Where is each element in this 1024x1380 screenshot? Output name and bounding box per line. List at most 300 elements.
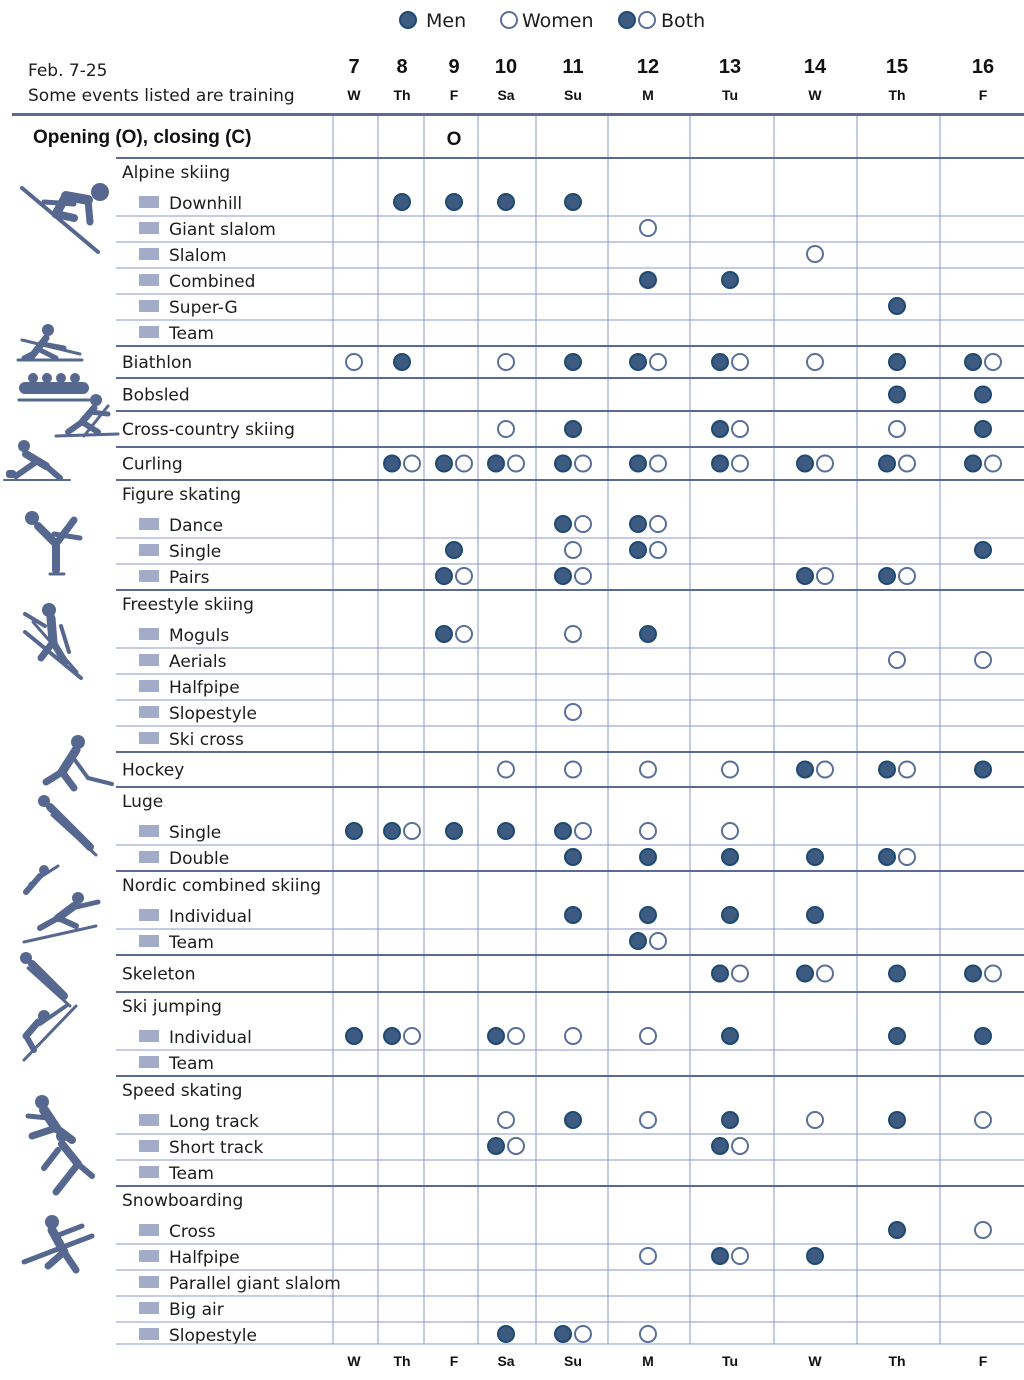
nordic-combined-icon-part — [40, 918, 58, 928]
speed-skating-icon-part — [44, 1150, 58, 1168]
sport-nordic-combined-skiing-label: Nordic combined skiing — [122, 876, 322, 896]
sport-hockey-marker — [722, 762, 738, 778]
bobsled-icon-part — [42, 373, 52, 383]
sport-luge-event-marker — [640, 823, 656, 839]
opening-marker: O — [446, 129, 462, 150]
sport-snowboarding-event-marker — [889, 1222, 905, 1238]
curling-icon-part — [16, 462, 36, 476]
alpine-skiing-icon-part — [88, 200, 90, 222]
sport-speed-skating-event-marker — [565, 1112, 581, 1128]
sport-nordic-combined-skiing-event-marker — [722, 907, 738, 923]
alpine-skiing-icon-part — [56, 214, 74, 218]
sport-snowboarding-event-marker — [807, 1248, 823, 1264]
speed-skating-icon-part — [62, 1144, 78, 1164]
sport-biathlon-marker-men — [630, 354, 646, 370]
sport-curling-marker-women — [732, 456, 748, 472]
sport-freestyle-skiing-event-marker — [640, 626, 656, 642]
sport-biathlon-marker — [346, 354, 362, 370]
sport-snowboarding-event-marker — [640, 1326, 656, 1342]
weekday-top: F — [449, 87, 459, 103]
sport-alpine-skiing-label: Alpine skiing — [122, 163, 231, 183]
hockey-icon-part — [88, 778, 112, 784]
sport-freestyle-skiing-event-marker — [975, 652, 991, 668]
curling-icon — [4, 440, 70, 480]
nordic-combined-icon — [24, 865, 98, 942]
legend-men-label: Men — [426, 10, 467, 32]
weekday-bottom: M — [642, 1353, 654, 1369]
sport-freestyle-skiing-event-marker-men — [436, 626, 452, 642]
ski-jumping-icon — [24, 1006, 76, 1060]
skeleton-icon — [20, 952, 70, 1006]
sport-ski-jumping-event-marker-men — [384, 1028, 400, 1044]
sport-curling-marker-men — [436, 456, 452, 472]
sport-freestyle-skiing-event-marker-women — [456, 626, 472, 642]
weekday-bottom: Su — [564, 1353, 582, 1369]
sport-bobsled-marker — [889, 387, 905, 403]
weekday-top: Su — [564, 87, 582, 103]
weekday-bottom: Tu — [721, 1353, 739, 1369]
sport-figure-skating-event-marker — [565, 542, 581, 558]
sport-snowboarding-event-marker-women — [732, 1248, 748, 1264]
sport-snowboarding-event-marker — [975, 1222, 991, 1238]
sport-nordic-combined-skiing-event-marker — [565, 907, 581, 923]
sport-biathlon-marker-women — [650, 354, 666, 370]
event-label: Big air — [169, 1300, 224, 1320]
bobsled-icon-part — [19, 382, 89, 394]
sport-figure-skating-event-marker — [446, 542, 462, 558]
event-bullet — [139, 1302, 159, 1314]
sport-biathlon-label: Biathlon — [122, 353, 193, 373]
event-bullet — [139, 518, 159, 530]
sport-freestyle-skiing-label: Freestyle skiing — [122, 595, 254, 615]
sport-biathlon-marker — [394, 354, 410, 370]
event-bullet — [139, 680, 159, 692]
event-label: Single — [169, 823, 222, 843]
snowboarding-icon-part — [64, 1252, 76, 1270]
event-label: Individual — [169, 1028, 252, 1048]
day-number: 10 — [494, 56, 518, 78]
event-bullet — [139, 248, 159, 260]
event-label: Individual — [169, 907, 252, 927]
sport-hockey-marker — [565, 762, 581, 778]
speed-skating-icon-part — [32, 1128, 56, 1136]
sport-speed-skating-event-marker — [722, 1112, 738, 1128]
weekday-bottom: W — [347, 1353, 361, 1369]
sport-curling-marker-men — [712, 456, 728, 472]
sport-hockey-marker — [975, 762, 991, 778]
event-bullet — [139, 825, 159, 837]
sport-luge-event-marker-men — [555, 823, 571, 839]
biathlon-icon — [18, 324, 82, 360]
sport-hockey-marker-men — [797, 762, 813, 778]
sport-figure-skating-event-marker-women — [575, 568, 591, 584]
sport-alpine-skiing-event-marker — [889, 298, 905, 314]
sport-ski-jumping-event-marker — [975, 1028, 991, 1044]
sport-skeleton-marker-women — [985, 966, 1001, 982]
sport-luge-label: Luge — [122, 792, 164, 812]
sport-curling-marker-men — [488, 456, 504, 472]
bobsled-icon-part — [56, 373, 66, 383]
nordic-combined-icon-part — [24, 926, 96, 942]
event-bullet — [139, 1276, 159, 1288]
sport-speed-skating-event-marker — [807, 1112, 823, 1128]
event-bullet — [139, 1114, 159, 1126]
curling-icon-part — [18, 440, 30, 452]
ski-jumping-icon-part — [26, 1036, 34, 1050]
alpine-skiing-icon-part — [44, 202, 74, 204]
weekday-top: W — [808, 87, 822, 103]
event-bullet — [139, 654, 159, 666]
sport-cross-country-skiing-marker-men — [712, 421, 728, 437]
legend-both-marker-men — [619, 12, 635, 28]
day-number: 7 — [348, 56, 360, 78]
sport-ski-jumping-event-marker — [640, 1028, 656, 1044]
sport-luge-event-marker — [722, 823, 738, 839]
sport-speed-skating-label: Speed skating — [122, 1081, 243, 1101]
sport-alpine-skiing-event-marker — [394, 194, 410, 210]
event-bullet — [139, 544, 159, 556]
event-bullet — [139, 1328, 159, 1340]
sport-skeleton-label: Skeleton — [122, 964, 196, 985]
sport-speed-skating-event-marker-women — [732, 1138, 748, 1154]
luge-icon — [38, 795, 96, 855]
sport-bobsled-marker — [975, 387, 991, 403]
sport-curling-marker-men — [797, 456, 813, 472]
day-number: 8 — [396, 56, 408, 78]
sport-figure-skating-event-marker-women — [817, 568, 833, 584]
sport-speed-skating-event-marker — [498, 1112, 514, 1128]
sport-curling-marker-women — [899, 456, 915, 472]
event-label: Cross — [169, 1222, 216, 1242]
header-rule — [12, 113, 1024, 116]
event-bullet — [139, 909, 159, 921]
sport-cross-country-skiing-marker — [498, 421, 514, 437]
figure-skating-icon-part — [56, 520, 74, 544]
event-label: Slalom — [169, 246, 227, 266]
event-label: Moguls — [169, 626, 230, 646]
sport-snowboarding-event-marker-men — [712, 1248, 728, 1264]
sport-cross-country-skiing-marker — [975, 421, 991, 437]
weekday-bottom: F — [449, 1353, 459, 1369]
bobsled-icon-part — [28, 373, 38, 383]
sport-nordic-combined-skiing-event-marker-men — [630, 933, 646, 949]
event-bullet — [139, 1056, 159, 1068]
biathlon-icon-part — [42, 324, 54, 336]
sport-hockey-marker — [498, 762, 514, 778]
sport-luge-event-marker-women — [899, 849, 915, 865]
event-label: Parallel giant slalom — [169, 1274, 341, 1294]
bobsled-icon — [19, 373, 89, 400]
sport-ski-jumping-event-marker-men — [488, 1028, 504, 1044]
opening-closing-label: Opening (O), closing (C) — [33, 127, 252, 148]
event-bullet — [139, 222, 159, 234]
sport-figure-skating-event-marker-men — [436, 568, 452, 584]
sport-skeleton-marker-women — [732, 966, 748, 982]
event-bullet — [139, 732, 159, 744]
sport-ski-jumping-event-marker — [722, 1028, 738, 1044]
curling-icon-part — [6, 470, 16, 478]
event-label: Slopestyle — [169, 1326, 257, 1346]
event-bullet — [139, 196, 159, 208]
sport-nordic-combined-skiing-event-marker — [640, 907, 656, 923]
sport-luge-event-marker-men — [879, 849, 895, 865]
freestyle-skiing-icon — [25, 603, 81, 678]
weekday-bottom: F — [978, 1353, 988, 1369]
sport-ski-jumping-event-marker-women — [404, 1028, 420, 1044]
sport-alpine-skiing-event-marker — [640, 220, 656, 236]
cross-country-skiing-icon-part — [90, 412, 108, 414]
alpine-skiing-icon — [22, 183, 109, 252]
sport-biathlon-marker-women — [985, 354, 1001, 370]
sport-luge-event-marker — [722, 849, 738, 865]
sport-cross-country-skiing-marker — [889, 421, 905, 437]
sport-luge-event-marker-men — [384, 823, 400, 839]
sport-figure-skating-event-marker-men — [555, 516, 571, 532]
sport-skeleton-marker-men — [965, 966, 981, 982]
alpine-skiing-icon-part — [91, 183, 109, 201]
sport-figure-skating-event-marker-women — [650, 542, 666, 558]
sport-hockey-marker-women — [817, 762, 833, 778]
event-label: Dance — [169, 516, 224, 536]
event-label: Double — [169, 849, 230, 869]
event-bullet — [139, 628, 159, 640]
sport-curling-marker-women — [575, 456, 591, 472]
day-number: 16 — [971, 56, 995, 78]
sport-figure-skating-event-marker-men — [555, 568, 571, 584]
sport-figure-skating-event-marker-women — [456, 568, 472, 584]
legend-both-label: Both — [661, 10, 706, 32]
weekday-top: W — [347, 87, 361, 103]
header-dates: Feb. 7-25 — [28, 61, 108, 81]
day-number: 15 — [885, 56, 909, 78]
speed-skating-icon — [28, 1095, 92, 1192]
event-bullet — [139, 274, 159, 286]
sport-skeleton-marker — [889, 966, 905, 982]
event-label: Long track — [169, 1112, 259, 1132]
event-bullet — [139, 570, 159, 582]
sport-speed-skating-event-marker — [889, 1112, 905, 1128]
event-label: Giant slalom — [169, 220, 276, 240]
sport-hockey-marker-men — [879, 762, 895, 778]
weekday-top: Sa — [497, 87, 515, 103]
sport-curling-marker-women — [508, 456, 524, 472]
event-bullet — [139, 935, 159, 947]
luge-icon-part — [50, 807, 90, 847]
sport-figure-skating-event-marker-men — [630, 542, 646, 558]
skeleton-icon-part — [32, 964, 64, 996]
sport-figure-skating-event-marker — [975, 542, 991, 558]
day-number: 9 — [448, 56, 460, 78]
sport-hockey-label: Hockey — [122, 760, 185, 781]
sport-alpine-skiing-event-marker — [640, 272, 656, 288]
event-label: Super-G — [169, 298, 238, 318]
sport-luge-event-marker-women — [575, 823, 591, 839]
hockey-icon-part — [62, 772, 74, 788]
sport-skeleton-marker-men — [712, 966, 728, 982]
sport-luge-event-marker — [640, 849, 656, 865]
event-label: Team — [169, 324, 214, 344]
sport-hockey-marker-women — [899, 762, 915, 778]
freestyle-skiing-icon-part — [51, 618, 53, 642]
hockey-icon — [46, 735, 112, 788]
sport-curling-marker-men — [879, 456, 895, 472]
sport-speed-skating-event-marker-women — [508, 1138, 524, 1154]
weekday-bottom: W — [808, 1353, 822, 1369]
sport-biathlon-marker — [565, 354, 581, 370]
weekday-bottom: Sa — [497, 1353, 515, 1369]
sport-curling-marker-women — [650, 456, 666, 472]
sport-skeleton-marker-men — [797, 966, 813, 982]
event-label: Aerials — [169, 652, 227, 672]
sport-curling-marker-women — [456, 456, 472, 472]
sport-figure-skating-event-marker-men — [797, 568, 813, 584]
event-bullet — [139, 1166, 159, 1178]
weekday-bottom: Th — [393, 1353, 411, 1369]
sport-biathlon-marker — [498, 354, 514, 370]
event-label: Pairs — [169, 568, 210, 588]
sport-cross-country-skiing-marker — [565, 421, 581, 437]
sport-speed-skating-event-marker-men — [712, 1138, 728, 1154]
sport-figure-skating-event-marker-women — [575, 516, 591, 532]
sport-curling-marker-women — [817, 456, 833, 472]
snowboarding-icon-part — [56, 1226, 82, 1236]
weekday-top: Tu — [721, 87, 739, 103]
sport-luge-event-marker — [565, 849, 581, 865]
sport-speed-skating-event-marker — [975, 1112, 991, 1128]
curling-icon-part — [46, 466, 60, 478]
event-label: Slopestyle — [169, 704, 257, 724]
hockey-icon-part — [72, 756, 88, 778]
sport-curling-marker-men — [555, 456, 571, 472]
sport-luge-event-marker — [346, 823, 362, 839]
sport-biathlon-marker — [889, 354, 905, 370]
sport-nordic-combined-skiing-event-marker — [807, 907, 823, 923]
sport-luge-event-marker — [807, 849, 823, 865]
sport-curling-marker-men — [965, 456, 981, 472]
sport-luge-event-marker-women — [404, 823, 420, 839]
figure-skating-icon — [25, 511, 80, 574]
sport-ski-jumping-event-marker — [565, 1028, 581, 1044]
speed-skating-icon-part — [78, 1164, 92, 1176]
event-bullet — [139, 300, 159, 312]
event-bullet — [139, 1140, 159, 1152]
speed-skating-icon-part — [28, 1116, 48, 1118]
luge-icon-part — [52, 815, 96, 855]
sport-alpine-skiing-event-marker — [722, 272, 738, 288]
cross-country-skiing-icon-part — [68, 422, 82, 432]
event-label: Halfpipe — [169, 1248, 240, 1268]
sport-curling-marker-women — [404, 456, 420, 472]
weekday-top: M — [642, 87, 654, 103]
sport-alpine-skiing-event-marker — [446, 194, 462, 210]
event-bullet — [139, 851, 159, 863]
sport-snowboarding-event-marker — [498, 1326, 514, 1342]
sport-alpine-skiing-event-marker — [565, 194, 581, 210]
event-bullet — [139, 1224, 159, 1236]
sport-snowboarding-event-marker — [640, 1248, 656, 1264]
sport-luge-event-marker — [446, 823, 462, 839]
sport-freestyle-skiing-event-marker — [889, 652, 905, 668]
day-number: 11 — [562, 56, 584, 78]
sport-ski-jumping-event-marker — [889, 1028, 905, 1044]
event-label: Team — [169, 1054, 214, 1074]
weekday-top: Th — [393, 87, 411, 103]
sport-bobsled-label: Bobsled — [122, 385, 190, 406]
sport-biathlon-marker-women — [732, 354, 748, 370]
event-bullet — [139, 1030, 159, 1042]
skeleton-icon-part — [28, 968, 70, 1006]
sport-ski-jumping-label: Ski jumping — [122, 997, 222, 1017]
sport-ski-jumping-event-marker-women — [508, 1028, 524, 1044]
event-label: Short track — [169, 1138, 264, 1158]
sport-curling-marker-women — [985, 456, 1001, 472]
event-label: Team — [169, 1164, 214, 1184]
legend-both-marker-women — [639, 12, 655, 28]
sport-nordic-combined-skiing-event-marker-women — [650, 933, 666, 949]
sport-snowboarding-event-marker-men — [555, 1326, 571, 1342]
sport-curling-label: Curling — [122, 454, 183, 475]
sport-freestyle-skiing-event-marker — [565, 704, 581, 720]
event-bullet — [139, 326, 159, 338]
sport-luge-event-marker — [498, 823, 514, 839]
snowboarding-icon — [24, 1215, 92, 1270]
weekday-top: Th — [888, 87, 906, 103]
sport-alpine-skiing-event-marker — [807, 246, 823, 262]
event-label: Single — [169, 542, 222, 562]
sport-biathlon-marker-men — [712, 354, 728, 370]
day-number: 12 — [636, 56, 660, 78]
sport-snowboarding-event-marker-women — [575, 1326, 591, 1342]
freestyle-skiing-icon-part — [61, 626, 69, 652]
weekday-top: F — [978, 87, 988, 103]
sport-figure-skating-event-marker-women — [650, 516, 666, 532]
event-bullet — [139, 1250, 159, 1262]
biathlon-icon-part — [40, 350, 56, 358]
legend-women-marker — [501, 12, 517, 28]
weekday-bottom: Th — [888, 1353, 906, 1369]
event-bullet — [139, 706, 159, 718]
sport-figure-skating-event-marker-men — [630, 516, 646, 532]
sport-biathlon-marker — [807, 354, 823, 370]
day-number: 14 — [803, 56, 827, 78]
sport-snowboarding-label: Snowboarding — [122, 1191, 244, 1211]
sport-speed-skating-event-marker — [640, 1112, 656, 1128]
header-note: Some events listed are training — [28, 86, 295, 106]
event-label: Ski cross — [169, 730, 244, 750]
day-number: 13 — [718, 56, 742, 78]
event-label: Halfpipe — [169, 678, 240, 698]
sport-curling-marker-men — [630, 456, 646, 472]
sport-cross-country-skiing-marker-women — [732, 421, 748, 437]
sport-curling-marker-men — [384, 456, 400, 472]
sport-hockey-marker — [640, 762, 656, 778]
sport-ski-jumping-event-marker — [346, 1028, 362, 1044]
sport-alpine-skiing-event-marker — [498, 194, 514, 210]
sport-figure-skating-event-marker-women — [899, 568, 915, 584]
event-label: Team — [169, 933, 214, 953]
event-label: Downhill — [169, 194, 243, 214]
bobsled-icon-part — [70, 373, 80, 383]
legend-men-marker — [400, 12, 416, 28]
sport-biathlon-marker-men — [965, 354, 981, 370]
sport-figure-skating-event-marker-men — [879, 568, 895, 584]
sport-cross-country-skiing-label: Cross-country skiing — [122, 420, 295, 440]
event-label: Combined — [169, 272, 256, 292]
cross-country-skiing-icon-part — [90, 394, 102, 406]
sport-skeleton-marker-women — [817, 966, 833, 982]
sport-speed-skating-event-marker-men — [488, 1138, 504, 1154]
sport-freestyle-skiing-event-marker — [565, 626, 581, 642]
